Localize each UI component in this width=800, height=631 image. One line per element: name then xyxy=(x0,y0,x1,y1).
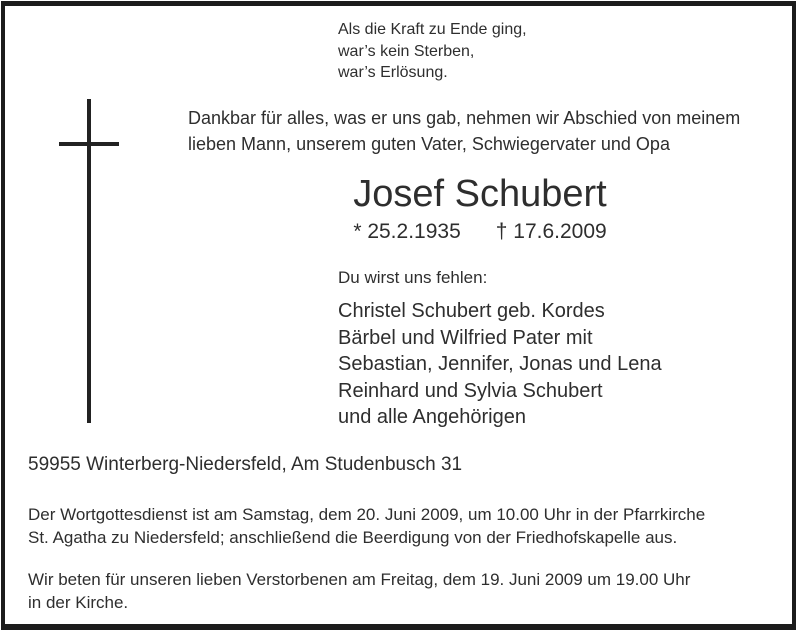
service-line: Der Wortgottesdienst ist am Samstag, dem 20. Juni 2009, um 10.00 Uhr in der Pfarrkirche xyxy=(28,505,706,524)
cross-icon-vertical-bar xyxy=(87,99,91,423)
poem-line: Als die Kraft zu Ende ging, xyxy=(338,21,527,38)
prayer-info xyxy=(28,568,690,614)
poem-line: war’s Erlösung. xyxy=(338,64,448,81)
mourners-list xyxy=(338,298,662,431)
poem-block xyxy=(338,19,527,84)
intro-line: lieben Mann, unserem guten Vater, Schwiegervater und Opa xyxy=(188,134,670,154)
poem-line: war’s kein Sterben, xyxy=(338,42,475,60)
intro-line: Dankbar für alles, was er uns gab, nehmen wir Abschied von meinem xyxy=(188,108,741,128)
address-line: 59955 Winterberg-Niedersfeld, Am Studenbusch 31 xyxy=(28,454,463,475)
life-dates-row xyxy=(280,220,680,244)
mourner-line: Sebastian, Jennifer, Jonas und Lena xyxy=(338,353,662,375)
prayer-line: in der Kirche. xyxy=(28,593,129,612)
mourner-line: Christel Schubert geb. Kordes xyxy=(338,300,605,322)
mourner-line: Bärbel und Wilfried Pater mit xyxy=(338,326,593,349)
cross-icon-horizontal-bar xyxy=(59,142,119,146)
death-date: † 17.6.2009 xyxy=(495,220,607,243)
service-line: St. Agatha zu Niedersfeld; anschließend die Beerdigung von der Friedhofskapelle aus. xyxy=(28,528,678,547)
mourner-line: Reinhard und Sylvia Schubert xyxy=(338,379,603,402)
birth-date: * 25.2.1935 xyxy=(353,220,461,243)
intro-text xyxy=(188,105,740,157)
farewell-heading: Du wirst uns fehlen: xyxy=(338,268,488,287)
service-info xyxy=(28,503,705,549)
deceased-name: Josef Schubert xyxy=(353,173,607,215)
prayer-line: Wir beten für unseren lieben Verstorbenen am Freitag, dem 19. Juni 2009 um 19.00 Uhr xyxy=(28,570,691,589)
mourner-line: und alle Angehörigen xyxy=(338,406,526,428)
